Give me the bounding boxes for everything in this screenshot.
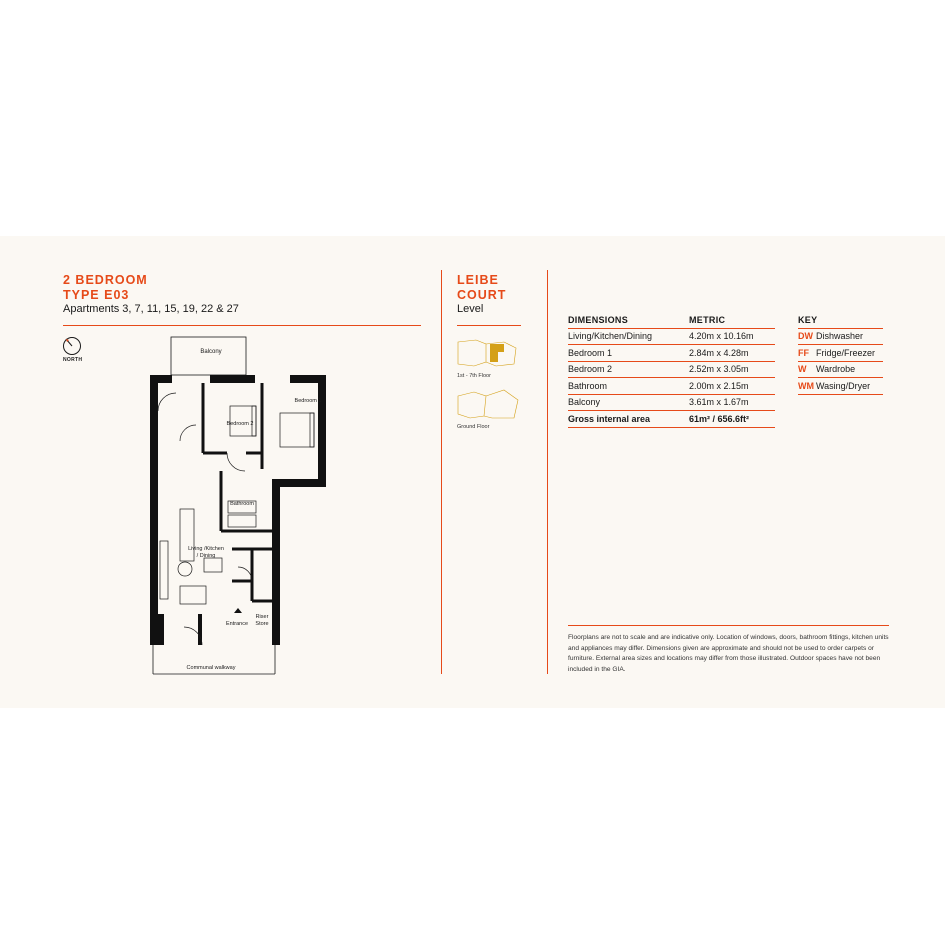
keyplan-upper-floors	[456, 336, 522, 370]
plan-type: TYPE E03	[63, 288, 130, 302]
label-bedroom2: Bedroom 2	[226, 421, 254, 427]
room-name: Bedroom 2	[568, 361, 689, 378]
table-row	[568, 378, 775, 395]
key-label: Wasing/Dryer	[816, 378, 883, 395]
label-bedroom1: Bedroom 1	[294, 398, 322, 404]
label-walkway: Communal walkway	[186, 665, 236, 671]
plan-title: 2 BEDROOM	[63, 273, 148, 287]
label-living-2: / Dining	[196, 553, 216, 559]
key-row	[798, 361, 883, 378]
room-name: Bedroom 1	[568, 345, 689, 362]
building-name-1: LEIBE	[457, 273, 499, 287]
room-metric: 4.20m x 10.16m	[689, 328, 775, 345]
disclaimer: Floorplans are not to scale and are indicative only. Location of windows, doors, bathroom fittings, kitchen units and appliances may differ. Dimensions given are approximate and should not be used to order carpets or furniture. External area sizes and locations may differ from those illustrated. Outdoor spaces have not been included in the GIA.	[568, 634, 889, 673]
compass-label: NORTH	[63, 357, 83, 363]
room-name: Living/Kitchen/Dining	[568, 328, 689, 345]
label-riser-1: Riser	[255, 614, 269, 620]
key-abbr: DW	[798, 328, 816, 345]
header-metric: METRIC	[689, 312, 775, 328]
table-row	[568, 361, 775, 378]
label-riser-2: Store	[255, 621, 269, 627]
key-row	[798, 345, 883, 362]
label-entrance: Entrance	[225, 621, 249, 627]
room-metric: 2.84m x 4.28m	[689, 345, 775, 362]
room-metric: 2.00m x 2.15m	[689, 378, 775, 395]
building-name-2: COURT	[457, 288, 507, 302]
apartments-list: Apartments 3, 7, 11, 15, 19, 22 & 27	[63, 303, 239, 315]
gross-area-label: Gross internal area	[568, 411, 689, 428]
key-abbr: FF	[798, 345, 816, 362]
divider	[63, 325, 421, 326]
floor-plan	[140, 331, 322, 683]
label-balcony: Balcony	[200, 349, 222, 355]
floor-label-upper: 1st - 7th Floor	[457, 373, 491, 379]
keyplan-ground-floor	[456, 386, 522, 422]
divider	[568, 625, 889, 626]
key-label: Wardrobe	[816, 361, 883, 378]
key-abbr: WM	[798, 378, 816, 395]
table-header	[798, 312, 883, 328]
key-row	[798, 378, 883, 395]
room-metric: 2.52m x 3.05m	[689, 361, 775, 378]
floor-label-ground: Ground Floor	[457, 424, 490, 430]
dimensions-table	[568, 312, 775, 428]
column-divider	[441, 270, 442, 674]
key-table	[798, 312, 883, 395]
gross-area-row	[568, 411, 775, 428]
compass-icon	[61, 336, 85, 358]
room-name: Bathroom	[568, 378, 689, 395]
table-row	[568, 345, 775, 362]
column-divider	[547, 270, 548, 674]
brochure-sheet	[0, 236, 945, 708]
room-metric: 3.61m x 1.67m	[689, 394, 775, 411]
gross-area-value: 61m² / 656.6ft²	[689, 411, 775, 428]
table-row	[568, 328, 775, 345]
header-key: KEY	[798, 312, 883, 328]
table-header	[568, 312, 775, 328]
divider	[457, 325, 521, 326]
label-living-1: Living /Kitchen	[188, 546, 224, 552]
level-label: Level	[457, 303, 484, 315]
compass	[61, 336, 85, 366]
key-label: Dishwasher	[816, 328, 883, 345]
room-name: Balcony	[568, 394, 689, 411]
table-row	[568, 394, 775, 411]
key-row	[798, 328, 883, 345]
label-bathroom: Bathroom	[230, 501, 254, 507]
key-abbr: W	[798, 361, 816, 378]
header-dimensions: DIMENSIONS	[568, 312, 689, 328]
key-label: Fridge/Freezer	[816, 345, 883, 362]
